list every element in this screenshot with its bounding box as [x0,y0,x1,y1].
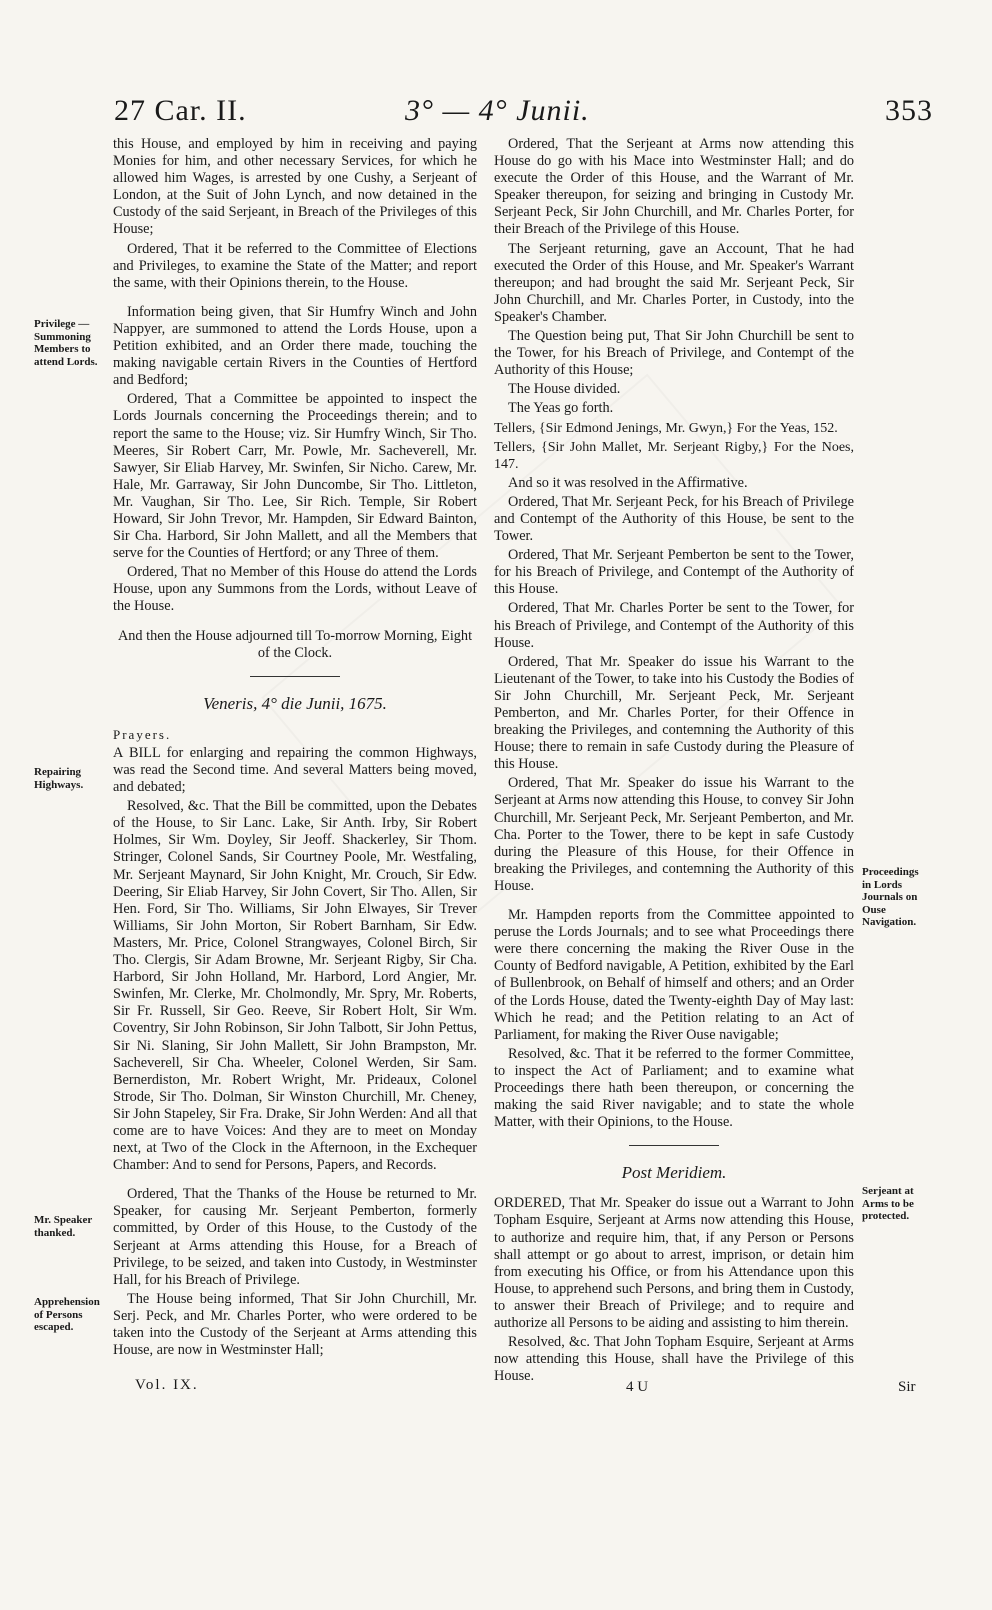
section-rule [629,1145,719,1146]
paragraph: The Yeas go forth. [508,400,614,417]
prayers-label: Prayers. [113,726,172,742]
left-column [113,136,477,1361]
post-meridiem-heading: Post Meridiem. [621,1163,727,1183]
paragraph: Ordered, That Mr. Speaker do issue his Warrant to the Serjeant at Arms now attending this House, to convey Sir John Churchill, Mr. Serjeant Peck, Mr. Serjeant Pemberton, and Mr. Cha. Porter to the Tower, there to be kept in safe Custody during the Pleasure of this House, for their Offence in breaking the Privileges, and contemning the Authority of this House. [494,775,854,894]
margin-note-serjeant: Serjeant at Arms to be protected. [862,1185,914,1222]
paragraph: The Serjeant returning, gave an Account, That he had executed the Order of this House, and Mr. Speaker's Warrant thereupon; and had brought the said Mr. Serjeant Peck, Sir John Churchill, and Mr. Charles Porter, in Custody, into the Speaker's Chamber. [494,240,854,325]
paragraph: ORDERED, That Mr. Speaker do issue out a Warrant to John Topham Esquire, Serjeant at Arms now attending this House, to authorize and require him, that, if any Person or Persons shall attempt or go about to arrest, imprison, or detain him from executing his Office, or from his Attendance upon this House, to apprehend such Persons, and bring them in Custody, to answer their Breach of Privilege; and to require and authorize all Persons to be aiding and assisting to him therein. [494,1195,854,1331]
paragraph: The Question being put, That Sir John Churchill be sent to the Tower, for his Breach of Privilege, and Contempt of the Authority of this House; [494,328,854,379]
header-regnal-year: 27 Car. II. [114,94,247,127]
paragraph: A BILL for enlarging and repairing the common Highways, was read the Second time. And several Matters being moved, and debated; [113,744,477,796]
header-page-number: 353 [885,94,933,127]
paragraph: Ordered, That Mr. Serjeant Peck, for his Breach of Privilege and Contempt of the Authority of this House, be sent to the Tower. [494,493,854,545]
paragraph: Ordered, That the Thanks of the House be returned to Mr. Speaker, for causing Mr. Serjeant Pemberton, formerly committed, by Order of this House, to the Custody of the Serjeant at Arms attending this House, for a Breach of Privilege, to be seized, and taken into Custody, in Westminster Hall, for his Breach of Privilege. [113,1186,477,1288]
paragraph: this House, and employed by him in receiving and paying Monies for him, and other necessary Services, for which he allowed him Wages, is arrested by one Cushy, a Serjeant of London, at the Suit of John Lynch, and now detained in the Custody of the said Serjeant, in Breach of the Privileges of this House; [113,136,477,238]
section-rule [250,676,340,677]
tellers-yeas: Tellers, {Sir Edmond Jenings, Mr. Gwyn,} For the Yeas, 152. [494,420,838,436]
day-heading: Veneris, 4° die Junii, 1675. [203,693,387,713]
paragraph: Resolved, &c. That it be referred to the former Committee, to inspect the Act of Parliament; and to examine what Proceedings there hath been thereupon, or concerning the making the said River navigable; and to state the whole Matter, with their Opinions, to the House. [494,1045,854,1131]
right-column [494,136,854,1387]
paragraph: Ordered, That Mr. Speaker do issue his Warrant to the Lieutenant of the Tower, to take into his Custody the Bodies of Sir John Churchill, Mr. Serjeant Peck, Mr. Serjeant Pemberton, and Mr. Charles Porter, for their Offence in breaking the Privileges, and contemning the Authority of this House; there to remain in safe Custody during the Pleasure of this House. [494,653,854,773]
paragraph: Ordered, That the Serjeant at Arms now attending this House do go with his Mace into Westminster Hall; and do execute the Order of this House, and the Warrant of Mr. Speaker thereupon, for seizing and bringing in Custody Mr. Serjeant Peck, Sir John Churchill, and Mr. Charles Porter, for their Breach of the Privilege of this House. [494,136,854,238]
paragraph: Ordered, That no Member of this House do attend the Lords House, upon any Summons from the Lords, without Leave of the House. [113,564,477,615]
paragraph: And so it was resolved in the Affirmative. [508,474,748,491]
paragraph: Resolved, &c. That the Bill be committed, upon the Debates of the House, to Sir Lanc. Lake, Sir Anth. Irby, Sir Robert Holmes, Sir Wm. Doyley, Sir Jeoff. Shackerley, Sir Thom. Stringer, Colonel Sands, Sir Courtney Poole, Mr. Westfaling, Mr. Serjeant Maynard, Sir John Knight, Mr. Crouch, Sir Edw. Deering, Sir Eliab Harvey, Sir John Covert, Sir Tho. Allen, Sir Hen. Ford, Sir Tho. Williams, Sir John Elwayes, Sir Trever Williams, Sir John Morton, Sir Robert Barnham, Sir Edw. Masters, Mr. Price, Colonel Strangwayes, Colonel Birch, Sir Tho. Clergis, Sir Adam Browne, Mr. Serjeant Rigby, Sir Cha. Harbord, Sir John Holland, Mr. Harbord, Lord Angier, Mr. Swinfen, Mr. Clerke, Mr. Cholmondly, Mr. Spry, Mr. Roberts, Sir Fr. Russell, Sir Geo. Reeve, Sir Robert Holt, Sir Wm. Coventry, Sir John Robinson, Sir John Talbott, Sir John Pettus, Sir Ni. Slaning, Sir John Mallett, Sir John Brampston, Mr. Sacheverell, Sir Cha. Wheeler, Colonel Werden, Sir Sam. Bernerdiston, Mr. Robert Wright, Mr. Prideaux, Colonel Strode, Sir Tho. Dolman, Sir Winston Churchill, Mr. Cheney, Sir John Stapeley, Sir Fra. Drake, Sir John Werden: And all that come are to have Voices: And they are to meet on Monday next, at Two of the Clock in the Afternoon, in the Exchequer Chamber: And to send for Persons, Papers, and Records. [113,798,477,1174]
paragraph: Ordered, That Mr. Charles Porter be sent to the Tower, for his Breach of Privilege, and Contempt of the Authority of this House. [494,600,854,651]
paragraph: Mr. Hampden reports from the Committee appointed to peruse the Lords Journals; and to see what Proceedings there were there concerning the making the River Ouse in the County of Bedford navigable, A Petition, exhibited by the Earl of Bullenbrook, on Behalf of himself and others; and an Order of the Lords House, dated the Twenty-eighth Day of May last: Which he read; and the Petition relating to an Act of Parliament, for making the River Ouse navigable; [494,907,854,1043]
margin-note-proceedings: Proceedings in Lords Journals on Ouse Navigation. [862,866,919,928]
tellers-noes: Tellers, {Sir John Mallet, Mr. Serjeant Rigby,} For the Noes, 147. [494,439,854,472]
paragraph: Information being given, that Sir Humfry Winch and John Nappyer, are summoned to attend the Lords House, upon a Petition exhibited, and an Order there made, touching the making navigable certain Rivers in the Counties of Hertford and Bedford; [113,303,477,389]
paragraph: The House being informed, That Sir John Churchill, Mr. Serj. Peck, and Mr. Charles Porter, who were ordered to be taken into the Custody of the Serjeant at Arms attending this House, are now in Westminster Hall; [113,1290,477,1359]
paragraph: Ordered, That Mr. Serjeant Pemberton be sent to the Tower, for his Breach of Privilege, and Contempt of the Authority of this House. [494,547,854,598]
paragraph: Ordered, That a Committee be appointed to inspect the Lords Journals concerning the Proceedings therein; and to report the same to the House; viz. Sir Humfry Winch, Sir Tho. Meeres, Sir Robert Carr, Mr. Powle, Mr. Sacheverell, Mr. Sawyer, Sir Eliab Harvey, Mr. Swinfen, Sir Nicho. Carew, Mr. Hale, Mr. Garraway, Sir John Duncombe, Sir Tho. Littleton, Mr. Vaughan, Sir Tho. Lee, Sir Rich. Temple, Sir Robert Howard, Sir John Trevor, Mr. Hampden, Sir Edward Bainton, Sir Cha. Harbord, Sir John Mallett, and all the Members that serve for the Counties of Hertford; or any Three of them. [113,391,477,562]
margin-note-speaker-thanked: Mr. Speaker thanked. [34,1214,93,1239]
footer-signature-mark: 4 U [626,1379,649,1395]
adjournment-line: And then the House adjourned till To-morrow Morning, Eight of the Clock. [117,627,473,661]
paragraph: Ordered, That it be referred to the Committee of Elections and Privileges, to examine the State of the Matter; and report the same, with their Opinions therein, to the House. [113,240,477,291]
margin-note-privilege: Privilege — Summoning Members to attend Lords. [34,318,98,368]
margin-note-highways: Repairing Highways. [34,766,84,791]
footer-catchword: Sir [898,1379,916,1395]
paragraph: Resolved, &c. That John Topham Esquire, Serjeant at Arms now attending this House, shall have the Privilege of this House. [494,1334,854,1385]
margin-note-apprehension: Apprehension of Persons escaped. [34,1296,100,1333]
paragraph: The House divided. [508,381,621,398]
header-dates: 3° — 4° Junii. [405,94,590,127]
footer-volume: Vol. IX. [135,1377,199,1393]
